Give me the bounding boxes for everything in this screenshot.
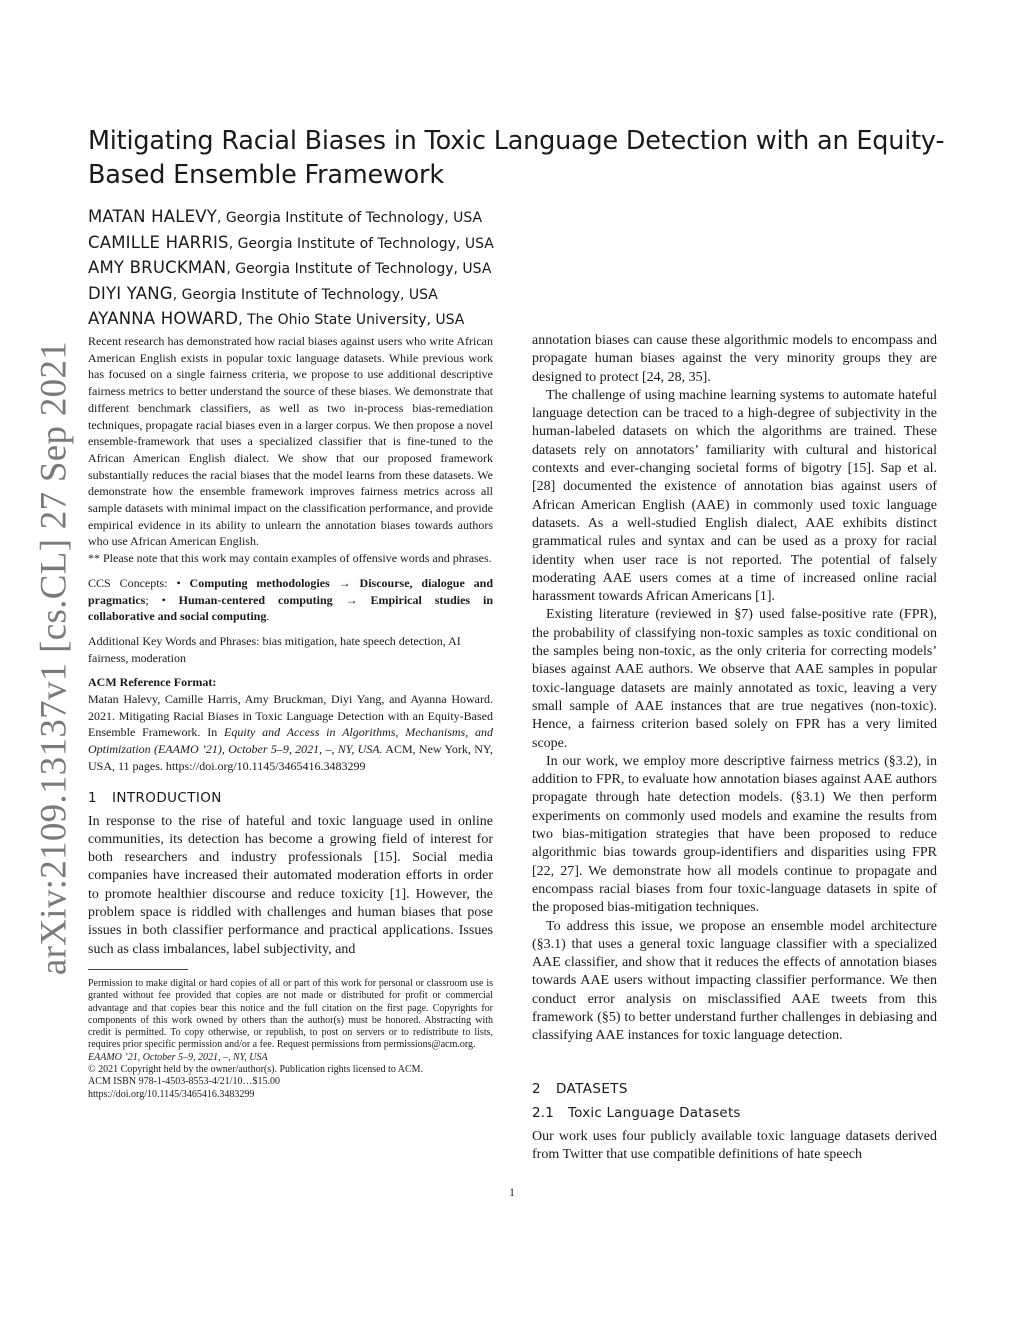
body-paragraph: Existing literature (reviewed in §7) used false-positive rate (FPR), the probability of classifying non-toxic samples as toxic conditional on the samples being non-toxic, as the only criteria for correcting models’ biases against AAE authors. We observe that AAE samples in popular toxic-language datasets are mainly annotated as toxic, leaving a very small sample of AAE instances that are true negatives (non-toxic). Hence, a fairness criterion based solely on FPR has a very limited scope. xyxy=(532,607,937,751)
ccs-concepts xyxy=(88,575,493,625)
section-title: DATASETS xyxy=(556,1080,628,1097)
permission-footnote xyxy=(88,978,493,1101)
body-paragraph: Our work uses four publicly available toxic language datasets derived from Twitter that use compatible definitions of hate speech xyxy=(532,1128,937,1162)
author-affiliation: , Georgia Institute of Technology, USA xyxy=(217,210,483,226)
author-entry xyxy=(88,307,688,333)
acm-reference xyxy=(88,674,493,774)
author-entry xyxy=(88,282,688,308)
body-paragraph: In our work, we employ more descriptive fairness metrics (§3.2), in addition to FPR, to evaluate how annotation biases against AAE authors propagate through hate detection models. (§3.1) We then perform experiments on commonly used models and examine the results from two bias-mitigation strategies that have been proposed to reduce algorithmic bias towards group-identifiers and disparities using FPR [22, 27]. We demonstrate how all models continue to propagate and encompass racial biases from four toxic-language datasets in spite of the proposed bias-mitigation techniques. xyxy=(532,753,937,916)
author-name: DIYI YANG xyxy=(88,283,173,303)
author-affiliation: , Georgia Institute of Technology, USA xyxy=(226,261,492,277)
subsection-number: 2.1 xyxy=(532,1104,555,1121)
ccs-concept: Discourse, dialogue and pragmatics xyxy=(88,575,493,607)
footnote-copyright: © 2021 Copyright held by the owner/author(s). Publication rights licensed to ACM. xyxy=(88,1064,424,1076)
arxiv-stamp-text: arXiv:2109.13137v1 [cs.CL] 27 Sep 2021 xyxy=(33,340,75,976)
author-name: MATAN HALEVY xyxy=(88,207,217,226)
footnote-rule xyxy=(88,969,188,970)
ccs-end: . xyxy=(266,609,270,624)
ccs-concept: Empirical studies in collaborative and social computing xyxy=(88,592,493,624)
author-entry xyxy=(88,231,688,257)
reference-venue: Equity and Access in Algorithms, Mechanisms, and Optimization (EAAMO ’21), October 5–9, 2021, –, NY, USA. xyxy=(88,725,494,757)
body-paragraph: The challenge of using machine learning systems to automate hateful language detection can be traced to a high-degree of subjectivity in the human-labeled datasets on which the algorithms are trained. These datasets rely on annotators’ familiarity with cultural and historical contexts and ever-changing societal forms of bigotry [15]. Sap et al. [28] documented the existence of annotation bias against users of African American English (AAE) in commonly used toxic language datasets. As a well-studied English dialect, AAE exhibits distinct grammatical rules and syntax and can be used as a proxy for racial identity when user race is not reported. The potential of falsely moderating AAE users comes at a time of increased online racial harassment towards African Americans [1]. xyxy=(532,387,937,605)
abstract xyxy=(88,333,493,567)
acm-reference-text xyxy=(88,691,493,775)
abstract-body: Recent research has demonstrated how racial biases against users who write African American English exists in popular toxic language datasets. While previous work has focused on a single fairness criteria, we propose to use additional descriptive fairness metrics to better understand the source of these biases. We demonstrate that different benchmark classifiers, as well as two in-process bias-remediation techniques, propagate racial biases even in a larger corpus. We then propose a novel ensemble-framework that uses a specialized classifier that is fine-tuned to the African American English dialect. We show that our proposed framework substantially reduces the racial biases that the model learns from these datasets. We demonstrate how the ensemble framework improves fairness metrics across all sample datasets with minimal impact on the classification performance, and provide empirical evidence in its ability to unlearn the annotation biases towards authors who use African American English. xyxy=(88,334,493,549)
author-name: CAMILLE HARRIS xyxy=(88,232,229,252)
intro-paragraph: In response to the rise of hateful and toxic language used in online communities, its detection has become a growing field of interest for both researchers and industry professionals [15]. Social media companies have increased their automated moderation efforts in order to promote healthier discourse and reduce toxicity [1]. However, the problem space is riddled with challenges and human biases that pose issues in both classifier performance and practical applications. Issues such as class imbalances, label subjectivity, and xyxy=(88,813,493,957)
ccs-concept: Human-centered computing xyxy=(178,592,333,607)
left-column xyxy=(88,333,493,1101)
footnote-doi: https://doi.org/10.1145/3465416.3483299 xyxy=(88,1088,255,1100)
acm-reference-heading: ACM Reference Format: xyxy=(88,675,217,690)
footnote-venue: EAAMO ’21, October 5–9, 2021, –, NY, USA xyxy=(88,1051,268,1063)
page-number: 1 xyxy=(509,1187,515,1199)
body-paragraph: annotation biases can cause these algorithmic models to encompass and propagate human biases against the very minority groups they are designed to protect [24, 28, 35]. xyxy=(532,333,937,385)
reference-publisher: ACM, New York, NY, USA, 11 pages. https://doi.org/10.1145/3465416.3483299 xyxy=(88,742,493,773)
section-title: INTRODUCTION xyxy=(112,789,222,806)
author-name: AYANNA HOWARD xyxy=(88,309,239,328)
author-list xyxy=(88,205,688,333)
author-name: AMY BRUCKMAN xyxy=(88,258,227,277)
paper-title: Mitigating Racial Biases in Toxic Language Detection with an Equity-Based Ensemble Framework xyxy=(88,126,945,190)
footnote-isbn: ACM ISBN 978-1-4503-8553-4/21/10…$15.00 xyxy=(88,1076,280,1088)
section-heading-datasets xyxy=(532,1080,937,1098)
section-number: 1 xyxy=(88,789,97,806)
subsection-heading xyxy=(532,1104,937,1122)
author-affiliation: , Georgia Institute of Technology, USA xyxy=(228,235,494,252)
right-column xyxy=(532,332,937,1164)
subsection-title: Toxic Language Datasets xyxy=(568,1104,741,1121)
ccs-separator: ; • xyxy=(145,592,179,607)
ccs-label: CCS Concepts: • xyxy=(88,575,190,590)
ccs-arrow: → xyxy=(329,575,360,590)
author-entry xyxy=(88,256,688,282)
abstract-note: ** Please note that this work may contain examples of offensive words and phrases. xyxy=(88,551,492,566)
keywords: Additional Key Words and Phrases: bias mitigation, hate speech detection, AI fairness, moderation xyxy=(88,633,461,665)
permission-text: Permission to make digital or hard copies of all or part of this work for personal or classroom use is granted without fee provided that copies are not made or distributed for profit or commercial advantage and that copies bear this notice and the full citation on the first page. Copyrights for components of this work owned by others than the author(s) must be honored. Abstracting with credit is permitted. To copy otherwise, or republish, to post on servers or to redistribute to lists, requires prior specific permission and/or a fee. Request permissions from permissions@acm.org. xyxy=(88,977,493,1051)
body-paragraph: To address this issue, we propose an ensemble model architecture (§3.1) that uses a general toxic language classifier with a specialized AAE classifier, and show that it reduces the effects of annotation biases towards AAE users without impacting classifier performance. We then conduct error analysis on misclassified AAE tweets from this framework (§5) to better understand further challenges in debiasing and classifying AAE instances for toxic language detection. xyxy=(532,918,937,1044)
section-heading-introduction xyxy=(88,789,493,807)
author-entry xyxy=(88,205,688,231)
section-number: 2 xyxy=(532,1080,541,1097)
ccs-arrow: → xyxy=(332,592,371,607)
ccs-concept: Computing methodologies xyxy=(189,575,330,590)
author-affiliation: , Georgia Institute of Technology, USA xyxy=(172,286,438,303)
reference-authors: Matan Halevy, Camille Harris, Amy Bruckman, Diyi Yang, and Ayanna Howard. 2021. Mitigating Racial Biases in Toxic Language Detection with an Equity-Based Ensemble Framework. In xyxy=(88,692,493,740)
author-affiliation: , The Ohio State University, USA xyxy=(238,312,465,328)
